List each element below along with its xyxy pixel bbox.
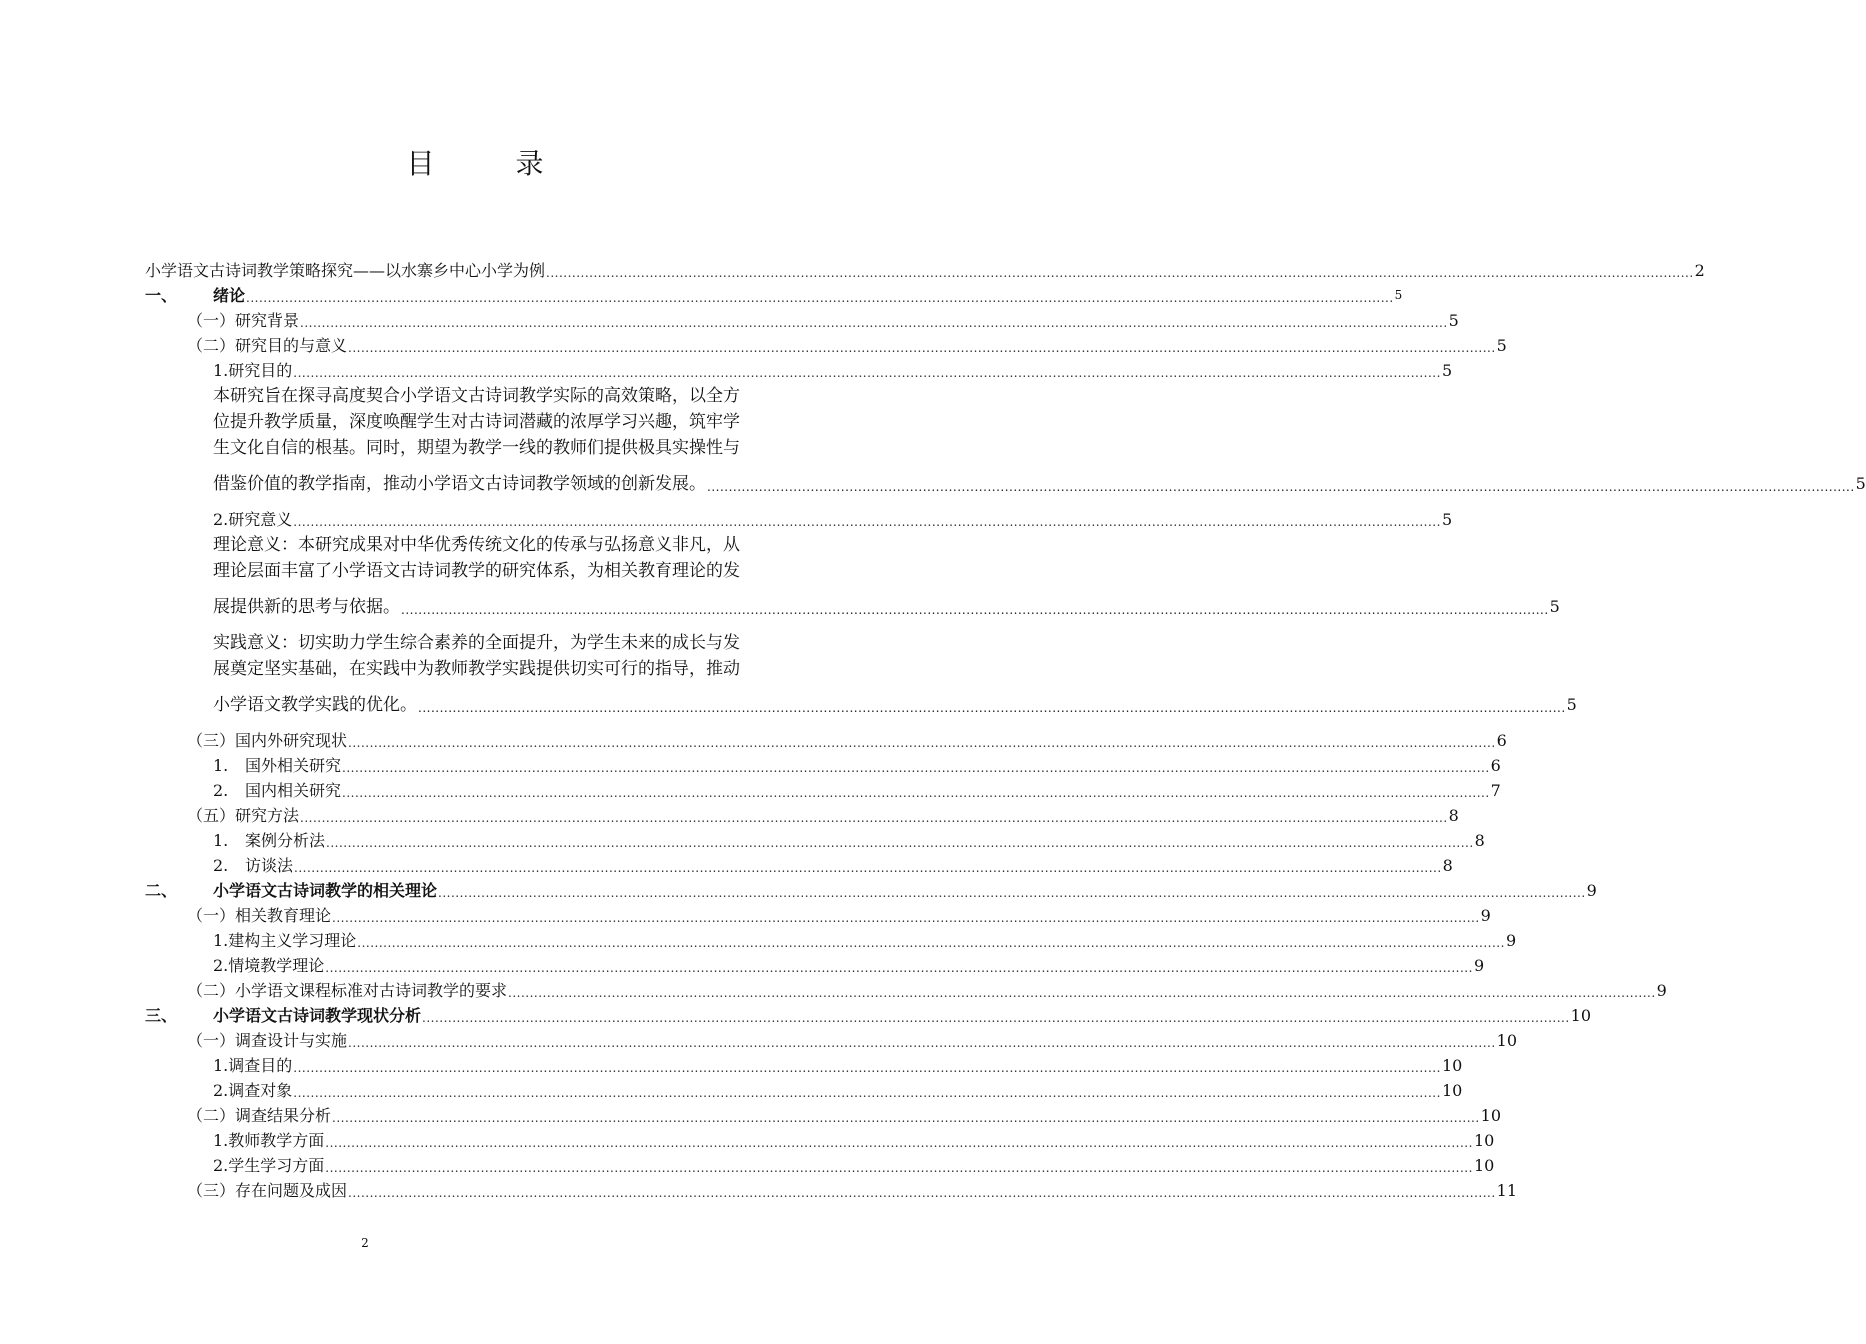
toc-page: 9 bbox=[1586, 881, 1597, 900]
toc-entry-3-2-1[interactable] bbox=[145, 1128, 1495, 1153]
toc-paragraph-practice[interactable] bbox=[145, 630, 1577, 718]
paragraph-line: 理论意义：本研究成果对中华优秀传统文化的传承与弘扬意义非凡，从 bbox=[213, 535, 740, 555]
toc-entry-3-1-1[interactable] bbox=[145, 1053, 1463, 1078]
toc-entry-1-3[interactable] bbox=[145, 728, 1507, 753]
toc-entry-3-2-2[interactable] bbox=[145, 1153, 1495, 1178]
toc-page: 6 bbox=[1496, 731, 1507, 750]
toc-text: 案例分析法 bbox=[245, 831, 326, 850]
toc-page: 5 bbox=[1496, 336, 1507, 355]
toc-entry-chapter-3[interactable] bbox=[145, 1003, 1592, 1028]
toc-leader: .......................................................................................................................................................................................................................................................................... bbox=[401, 603, 1549, 617]
toc-text: 1.研究目的 bbox=[213, 361, 293, 380]
toc-leader: .......................................................................................................................................................................................................................................................................... bbox=[325, 961, 1473, 975]
toc-leader: .......................................................................................................................................................................................................................................................................... bbox=[325, 1136, 1473, 1150]
toc-page: 5 bbox=[1855, 474, 1866, 493]
toc-text: 小学语文古诗词教学策略探究——以水寨乡中心小学为例 bbox=[145, 261, 546, 280]
toc-page: 8 bbox=[1474, 831, 1485, 850]
toc-leader: .......................................................................................................................................................................................................................................................................... bbox=[418, 701, 1566, 715]
toc-entry-1-5[interactable] bbox=[145, 803, 1459, 828]
toc-page: 9 bbox=[1480, 906, 1491, 925]
paragraph-line: 实践意义：切实助力学生综合素养的全面提升，为学生未来的成长与发 bbox=[213, 633, 740, 653]
toc-page: 8 bbox=[1448, 806, 1459, 825]
toc-page: 9 bbox=[1473, 956, 1485, 975]
toc-entry-1-5-2[interactable] bbox=[145, 853, 1453, 878]
toc-leader: .......................................................................................................................................................................................................................................................................... bbox=[357, 936, 1505, 950]
toc-leader: .......................................................................................................................................................................................................................................................................... bbox=[342, 761, 1490, 775]
paragraph-line: 展奠定坚实基础，在实践中为教师教学实践提供切实可行的指导，推动 bbox=[213, 659, 740, 679]
paragraph-line: 位提升教学质量，深度唤醒学生对古诗词潜藏的浓厚学习兴趣，筑牢学 bbox=[213, 412, 740, 432]
toc-page: 9 bbox=[1656, 981, 1667, 1000]
toc-page: 10 bbox=[1496, 1031, 1518, 1050]
toc-leader: .......................................................................................................................................................................................................................................................................... bbox=[348, 341, 1496, 355]
toc-page: 5 bbox=[1441, 510, 1453, 529]
toc-page: 5 bbox=[1549, 597, 1560, 616]
toc-page: 10 bbox=[1473, 1156, 1495, 1175]
toc-page: 10 bbox=[1570, 1006, 1592, 1025]
toc-entry-1-3-2[interactable] bbox=[145, 778, 1501, 803]
toc-text: 绪论 bbox=[213, 286, 246, 305]
toc-entry-3-1[interactable] bbox=[145, 1028, 1518, 1053]
toc-text: 1.教师教学方面 bbox=[213, 1131, 325, 1150]
toc-entry-chapter-1[interactable] bbox=[145, 283, 1403, 308]
toc-entry-1-1[interactable] bbox=[145, 308, 1459, 333]
toc-text: （三）国内外研究现状 bbox=[187, 731, 348, 750]
toc-page: 5 bbox=[1394, 288, 1403, 302]
paragraph-line: 小学语文教学实践的优化。 bbox=[213, 695, 417, 715]
toc-page: 5 bbox=[1441, 361, 1453, 380]
toc-leader: .......................................................................................................................................................................................................................................................................... bbox=[348, 736, 1496, 750]
toc-number: 2. bbox=[213, 856, 229, 875]
toc-text: （二）研究目的与意义 bbox=[187, 336, 348, 355]
toc-leader: .......................................................................................................................................................................................................................................................................... bbox=[293, 515, 1441, 529]
page-number: 2 bbox=[361, 1236, 369, 1250]
toc-entry-1-2-2[interactable] bbox=[145, 507, 1453, 532]
toc-text: （五）研究方法 bbox=[187, 806, 300, 825]
toc-page: 11 bbox=[1496, 1181, 1518, 1200]
toc-page: 9 bbox=[1505, 931, 1517, 950]
toc-leader: .......................................................................................................................................................................................................................................................................... bbox=[300, 316, 1448, 330]
toc-leader: .......................................................................................................................................................................................................................................................................... bbox=[293, 1086, 1441, 1100]
toc-page: 8 bbox=[1442, 856, 1453, 875]
toc-page: 10 bbox=[1441, 1081, 1463, 1100]
toc-number: 一、 bbox=[145, 286, 178, 305]
toc-text: 访谈法 bbox=[245, 856, 294, 875]
toc-text: 国外相关研究 bbox=[245, 756, 342, 775]
toc-leader: .......................................................................................................................................................................................................................................................................... bbox=[348, 1186, 1496, 1200]
toc-page: 2 bbox=[1694, 261, 1705, 280]
toc-leader: .......................................................................................................................................................................................................................................................................... bbox=[422, 1011, 1570, 1025]
toc-entry-3-2[interactable] bbox=[145, 1103, 1502, 1128]
toc-leader: .......................................................................................................................................................................................................................................................................... bbox=[246, 291, 1394, 305]
toc-entry-1-2[interactable] bbox=[145, 333, 1507, 358]
toc-text: 小学语文古诗词教学的相关理论 bbox=[213, 881, 438, 900]
toc-leader: .......................................................................................................................................................................................................................................................................... bbox=[707, 480, 1855, 494]
toc-page: 5 bbox=[1448, 311, 1459, 330]
toc-text: （一）相关教育理论 bbox=[187, 906, 332, 925]
paragraph-line: 生文化自信的根基。同时，期望为教学一线的教师们提供极具实操性与 bbox=[213, 438, 740, 458]
toc-entry-2-1-2[interactable] bbox=[145, 953, 1485, 978]
toc-leader: .......................................................................................................................................................................................................................................................................... bbox=[546, 266, 1694, 280]
toc-leader: .......................................................................................................................................................................................................................................................................... bbox=[508, 986, 1656, 1000]
toc-number: 二、 bbox=[145, 881, 178, 900]
paragraph-line: 借鉴价值的教学指南，推动小学语文古诗词教学领域的创新发展。 bbox=[213, 474, 706, 494]
toc-leader: .......................................................................................................................................................................................................................................................................... bbox=[325, 1161, 1473, 1175]
toc-page: 10 bbox=[1480, 1106, 1502, 1125]
toc-page: 7 bbox=[1490, 781, 1501, 800]
toc-leader: .......................................................................................................................................................................................................................................................................... bbox=[326, 836, 1474, 850]
toc-number: 1. bbox=[213, 831, 229, 850]
toc-text: 2.情境教学理论 bbox=[213, 956, 325, 975]
toc-page: 5 bbox=[1566, 695, 1577, 714]
toc-paragraph-theory[interactable] bbox=[145, 532, 1560, 620]
toc-page: 6 bbox=[1490, 756, 1501, 775]
toc-leader: .......................................................................................................................................................................................................................................................................... bbox=[438, 886, 1586, 900]
toc-paragraph-purpose[interactable] bbox=[145, 383, 1866, 497]
toc-text: 1.调查目的 bbox=[213, 1056, 293, 1075]
toc-leader: .......................................................................................................................................................................................................................................................................... bbox=[342, 786, 1490, 800]
toc-entry-1-2-1[interactable] bbox=[145, 358, 1453, 383]
toc-text: 2.学生学习方面 bbox=[213, 1156, 325, 1175]
toc-entry-3-3[interactable] bbox=[145, 1178, 1518, 1203]
toc-number: 三、 bbox=[145, 1006, 178, 1025]
toc-leader: .......................................................................................................................................................................................................................................................................... bbox=[293, 366, 1441, 380]
toc-entry-1-5-1[interactable] bbox=[145, 828, 1485, 853]
paragraph-line: 本研究旨在探寻高度契合小学语文古诗词教学实际的高效策略，以全方 bbox=[213, 386, 740, 406]
toc-number: 2. bbox=[213, 781, 229, 800]
toc-text: 1.建构主义学习理论 bbox=[213, 931, 357, 950]
toc-leader: .......................................................................................................................................................................................................................................................................... bbox=[332, 1111, 1480, 1125]
page-title: 目 录 bbox=[406, 147, 580, 180]
toc-entry-3-1-2[interactable] bbox=[145, 1078, 1463, 1103]
toc-leader: .......................................................................................................................................................................................................................................................................... bbox=[348, 1036, 1496, 1050]
table-of-contents bbox=[145, 258, 1866, 1203]
toc-text: 2.调查对象 bbox=[213, 1081, 293, 1100]
toc-leader: .......................................................................................................................................................................................................................................................................... bbox=[293, 1061, 1441, 1075]
toc-entry-2-1[interactable] bbox=[145, 903, 1491, 928]
toc-number: 1. bbox=[213, 756, 229, 775]
toc-leader: .......................................................................................................................................................................................................................................................................... bbox=[294, 861, 1442, 875]
toc-text: 国内相关研究 bbox=[245, 781, 342, 800]
paragraph-line: 展提供新的思考与依据。 bbox=[213, 597, 400, 617]
toc-leader: .......................................................................................................................................................................................................................................................................... bbox=[332, 911, 1480, 925]
toc-text: （一）研究背景 bbox=[187, 311, 300, 330]
toc-text: 2.研究意义 bbox=[213, 510, 293, 529]
toc-text: （二）小学语文课程标准对古诗词教学的要求 bbox=[187, 981, 508, 1000]
toc-page: 10 bbox=[1473, 1131, 1495, 1150]
paragraph-line: 理论层面丰富了小学语文古诗词教学的研究体系，为相关教育理论的发 bbox=[213, 561, 740, 581]
toc-text: （二）调查结果分析 bbox=[187, 1106, 332, 1125]
toc-text: 小学语文古诗词教学现状分析 bbox=[213, 1006, 422, 1025]
toc-entry-2-1-1[interactable] bbox=[145, 928, 1517, 953]
toc-page: 10 bbox=[1441, 1056, 1463, 1075]
toc-entry-chapter-2[interactable] bbox=[145, 878, 1597, 903]
toc-leader: .......................................................................................................................................................................................................................................................................... bbox=[300, 811, 1448, 825]
toc-entry-2-2[interactable] bbox=[145, 978, 1667, 1003]
toc-entry-1-3-1[interactable] bbox=[145, 753, 1501, 778]
toc-text: （三）存在问题及成因 bbox=[187, 1181, 348, 1200]
toc-entry-main-title[interactable] bbox=[145, 258, 1705, 283]
toc-text: （一）调查设计与实施 bbox=[187, 1031, 348, 1050]
